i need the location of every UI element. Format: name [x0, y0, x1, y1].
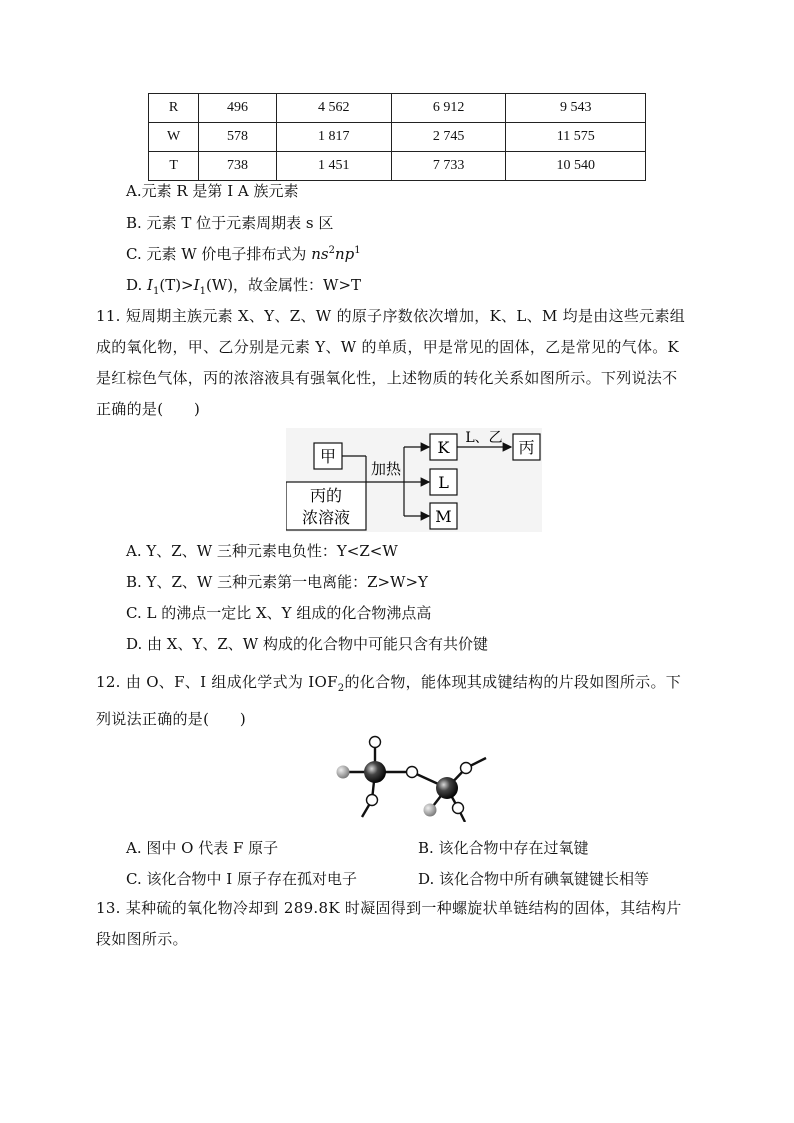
q10-option-a: A.元素 R 是第 I A 族元素 [126, 182, 299, 200]
table-cell: 496 [199, 94, 277, 123]
iodine-atom [436, 777, 458, 799]
table-cell: R [149, 94, 199, 123]
table-cell: 1 451 [276, 152, 391, 181]
oxygen-atom [370, 737, 381, 748]
table-cell: 4 562 [276, 94, 391, 123]
q11-line: 正确的是( ) [96, 400, 201, 418]
q12-option-a: A. 图中 O 代表 F 原子 [126, 839, 279, 857]
option-text: (T)> [159, 276, 194, 294]
stem-text: 的化合物，能体现其成键结构的片段如图所示。下 [344, 673, 682, 691]
fluorine-atom [424, 804, 437, 817]
oxygen-atom [407, 767, 418, 778]
q13-stem [96, 893, 696, 955]
oxygen-atom [453, 803, 464, 814]
q11-option-a: A. Y、Z、W 三种元素电负性：Y<Z<W [126, 542, 398, 560]
fluorine-atom [337, 766, 350, 779]
subscript: 1 [152, 286, 160, 297]
table-cell: 11 575 [506, 123, 646, 152]
table-cell: 7 733 [391, 152, 506, 181]
table-row [149, 94, 646, 123]
q10-option-d [126, 274, 361, 297]
q11-line: 是红棕色气体，丙的浓溶液具有强氧化性，上述物质的转化关系如图所示。下列说法不 [96, 369, 678, 387]
option-text: D. [126, 276, 148, 294]
table-cell: 578 [199, 123, 277, 152]
table-cell: 2 745 [391, 123, 506, 152]
subscript: 2 [337, 683, 345, 694]
oxygen-atom [367, 795, 378, 806]
table-cell: W [149, 123, 199, 152]
formula-ns: ns [311, 245, 329, 263]
table-row [149, 152, 646, 181]
q11-option-c: C. L 的沸点一定比 X、Y 组成的化合物沸点高 [126, 604, 432, 622]
table-cell: 738 [199, 152, 277, 181]
q12-line [96, 667, 696, 704]
q10-option-c [126, 243, 361, 264]
symbol-I: I [193, 276, 200, 294]
q12-stem [96, 667, 696, 735]
subscript: 1 [199, 286, 206, 297]
jia-label: 甲 [319, 447, 337, 466]
bing-label: 丙 [518, 438, 535, 457]
q12-option-b: B. 该化合物中存在过氧键 [418, 839, 589, 857]
q11-option-b: B. Y、Z、W 三种元素第一电离能：Z>W>Y [126, 573, 428, 591]
symbol-I: I [147, 276, 153, 294]
q12-option-d: D. 该化合物中所有碘氧键键长相等 [418, 870, 650, 888]
q11-option-d: D. 由 X、Y、Z、W 构成的化合物中可能只含有共价键 [126, 635, 488, 653]
molecule-fragment-diagram [328, 732, 498, 822]
table-row [149, 123, 646, 152]
option-text: (W)，故金属性：W>T [205, 276, 362, 294]
table-cell: 9 543 [506, 94, 646, 123]
q13-line: 13. 某种硫的氧化物冷却到 289.8K 时凝固得到一种螺旋状单链结构的固体，其结构片 [96, 899, 682, 917]
ionization-energy-table [148, 93, 646, 181]
iodine-atom [364, 761, 386, 783]
q12-option-c: C. 该化合物中 I 原子存在孤对电子 [126, 870, 357, 888]
heat-label: 加热 [370, 460, 402, 478]
bing-solution-line2: 浓溶液 [301, 508, 351, 527]
q12-line: 列说法正确的是( ) [96, 710, 247, 728]
superscript: 1 [354, 245, 361, 256]
table-cell: 6 912 [391, 94, 506, 123]
stem-text: 12. 由 O、F、I 组成化学式为 IOF [96, 673, 338, 691]
table-cell: 1 817 [276, 123, 391, 152]
q10-option-b: B. 元素 T 位于元素周期表 s 区 [126, 214, 334, 232]
table-cell: 10 540 [506, 152, 646, 181]
table-cell: T [149, 152, 199, 181]
formula-np: np [334, 245, 355, 263]
q11-line: 11. 短周期主族元素 X、Y、Z、W 的原子序数依次增加，K、L、M 均是由这些元素组 [96, 307, 686, 325]
reaction-flow-diagram [286, 428, 542, 532]
arrow-label: L、乙 [465, 430, 503, 446]
bing-solution-line1: 丙的 [309, 486, 343, 505]
q11-stem [96, 301, 696, 425]
oxygen-atom [461, 763, 472, 774]
q11-line: 成的氧化物，甲、乙分别是元素 Y、W 的单质，甲是常见的固体，乙是常见的气体。K [96, 338, 680, 356]
superscript: 2 [328, 245, 335, 256]
M-label: M [435, 507, 452, 526]
q13-line: 段如图所示。 [96, 930, 188, 948]
option-text: C. 元素 W 价电子排布式为 [126, 245, 312, 263]
K-label: K [437, 438, 450, 457]
bond-lines [343, 742, 486, 822]
L-label: L [438, 473, 449, 492]
